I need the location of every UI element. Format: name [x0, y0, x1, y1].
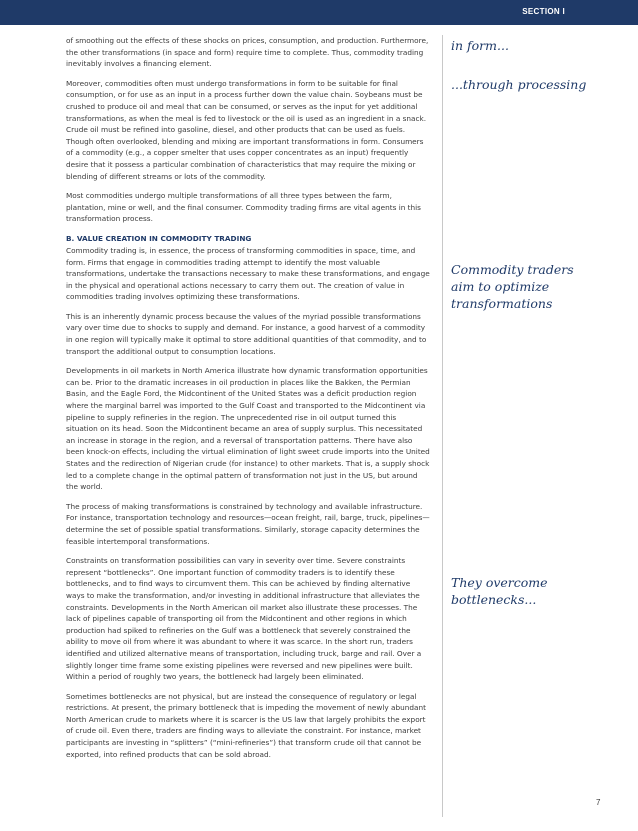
section-label: SECTION I: [522, 7, 565, 16]
paragraph: This is an inherently dynamic process because the values of the myriad possible transformations vary over time due to shocks to supply and demand. For instance, a good harvest of a commodity in one region will typically make it optimal to store additional quantities of that commodity, and to transport the additional output to consumption locations.: [66, 311, 427, 356]
paragraph: Sometimes bottlenecks are not physical, but are instead the consequence of regulatory or legal restrictions. At present, the primary bottleneck that is impeding the movement of newly abundant North American crude to markets where it is scarcer is the US law that largely prohibits the export of crude oil. Even there, traders are finding ways to alleviate the constraint. For instance, market participants are investing in “splitters” (“mini-refineries”) that transform crude oil that cannot be exported, into refined products that can be sold abroad.: [66, 691, 426, 759]
paragraph: Commodity trading is, in essence, the process of transforming commodities in space, time, and form. Firms that engage in commodities trading attempt to identify the most valuable transformations, undertake the transactions necessary to make these transformations, and engage in the physical and operational actions necessary to carry them out. The creation of value in commodities trading involves optimizing these transformations.: [66, 245, 430, 302]
main-column: [66, 35, 430, 768]
paragraph: Most commodities undergo multiple transformations of all three types between the farm, plantation, mine or well, and the final consumer. Commodity trading firms are vital agents in this transformation process.: [66, 191, 421, 224]
header-bar: [0, 0, 638, 25]
paragraph: Developments in oil markets in North America illustrate how dynamic transformation opportunities can be. Prior to the dramatic increases in oil production in places like the Bakken, the Permian Basin, and the Eagle Ford, the Midcontinent of the United States was a deficit production region where the marginal barrel was imported to the Gulf Coast and transported to the Midcontinent via pipeline to supply refineries in the region. The unprecedented rise in oil output turned this situation on its head. Soon the Midcontinent became an area of supply surplus. This necessitated an increase in storage in the region, and a reversal of transportation patterns. There have also been knock-on effects, including the virtual elimination of light sweet crude imports into the United States and the redirection of Nigerian crude (for instance) to other markets. That is, a supply shock led to a complete change in the optimal pattern of transformation not just in the US, but around the world.: [66, 366, 430, 492]
paragraph: The process of making transformations is constrained by technology and available infrastructure. For instance, transportation technology and resources—ocean freight, rail, barge, truck, pipelines—determine the set of possible spatial transformations. Similarly, storage capacity determines the feasible intertemporal transformations.: [66, 501, 430, 546]
pull-quote: They overcome bottlenecks...: [451, 575, 548, 607]
section-heading: B. VALUE CREATION IN COMMODITY TRADING: [66, 233, 252, 243]
paragraph: Moreover, commodities often must undergo transformations in form to be suitable for final consumption, or for use as an input in a process further down the value chain. Soybeans must be crushed to produce oil and meal that can be consumed, or serves as the input for yet additional transformations, as when the meal is fed to livestock or the oil is used as an ingredient in a snack. Crude oil must be refined into gasoline, diesel, and other products that can be used as fuels. Though often overlooked, blending and mixing are important transformations in form. Consumers of a commodity (e.g., a copper smelter that uses copper concentrates as an input) frequently desire that it possess a particular combination of characteristics that may require the mixing or blending of different streams or lots of the commodity.: [66, 78, 427, 181]
pull-quote: ...through processing: [451, 77, 587, 92]
pull-quote: Commodity traders aim to optimize transformations: [451, 262, 574, 311]
page-number: 7: [596, 798, 601, 807]
pull-quote: in form...: [451, 38, 509, 53]
paragraph: of smoothing out the effects of these shocks on prices, consumption, and production. Furthermore, the other transformations (in space and form) require time to complete. Thus, commodity trading inevitably involves a financing element.: [66, 36, 429, 69]
paragraph: Constraints on transformation possibilities can vary in severity over time. Severe constraints represent “bottlenecks”. One important function of commodity traders is to identify these bottlenecks, and to find ways to circumvent them. This can be achieved by finding alternative ways to make the transformation, and/or investing in additional infrastructure that alleviates the constraints. Developments in the North American oil market also illustrate these processes. The lack of pipelines capable of transporting oil from the Midcontinent and other regions in which production had spiked to refineries on the Gulf was a bottleneck that severely constrained the ability to move oil from where it was abundant to where it was scarce. In the short run, traders identified and utilized alternative means of transportation, including truck, barge and rail. Over a slightly longer time frame some existing pipelines were reversed and new pipelines were built. Within a period of roughly two years, the bottleneck had largely been eliminated.: [66, 556, 422, 682]
column-divider: [442, 35, 443, 817]
